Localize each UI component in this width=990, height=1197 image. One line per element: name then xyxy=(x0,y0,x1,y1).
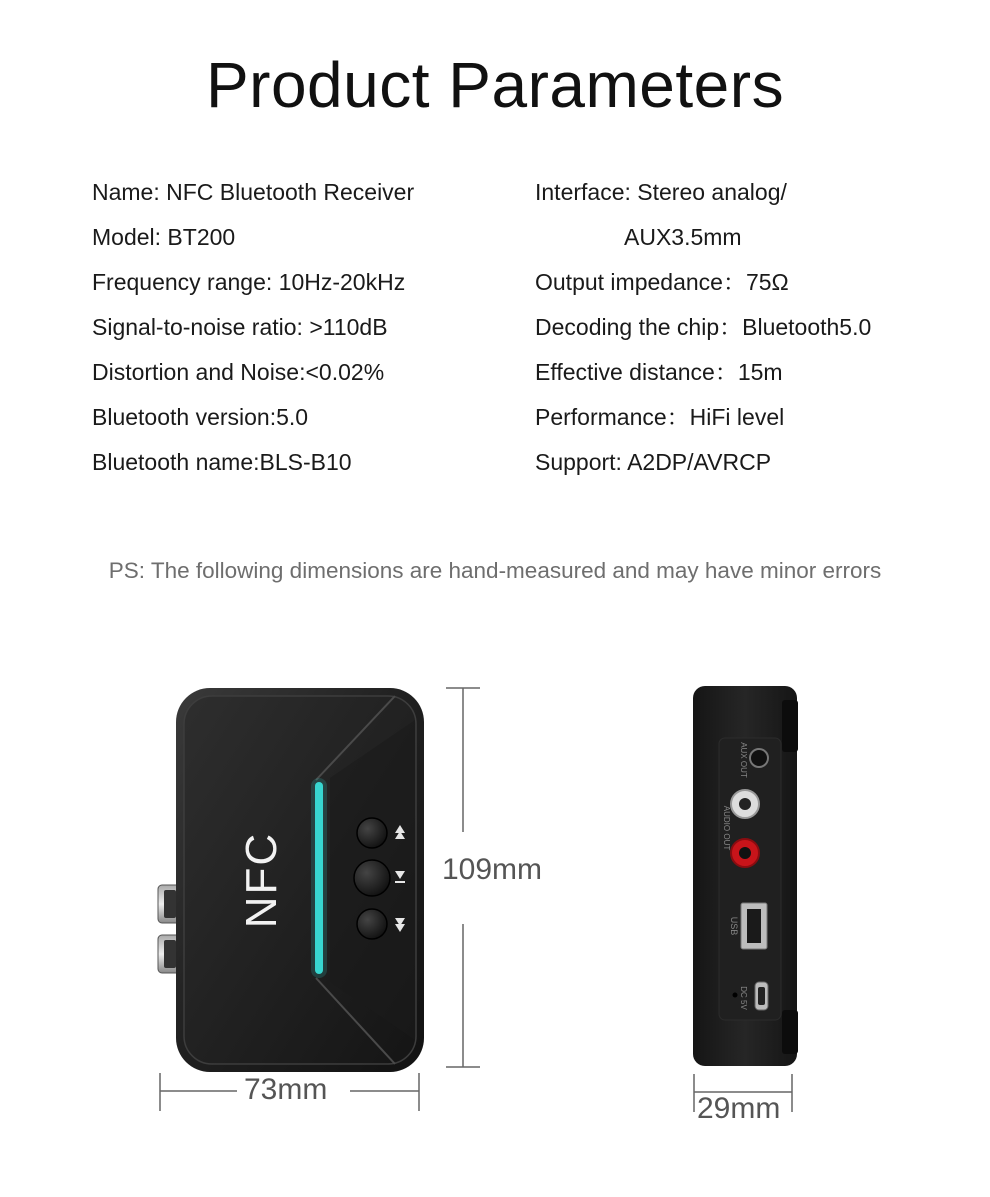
param-snr: Signal-to-noise ratio: >110dB xyxy=(92,314,388,340)
param-frequency-range: Frequency range: 10Hz-20kHz xyxy=(92,269,406,295)
usb-port-icon xyxy=(741,903,767,949)
audio-out-label: AUDIO OUT xyxy=(722,805,731,851)
height-label: 109mm xyxy=(438,853,546,887)
measurement-note: PS: The following dimensions are hand-measured and may have minor errors xyxy=(108,558,882,583)
device-front-view xyxy=(158,688,424,1072)
aux-port-icon xyxy=(750,749,768,767)
param-interface-cont: AUX3.5mm xyxy=(624,224,742,250)
param-effective-distance: Effective distance：15m xyxy=(535,359,783,385)
page-title: Product Parameters xyxy=(205,49,785,121)
rca-white-port-icon xyxy=(731,790,759,818)
micro-usb-port-icon xyxy=(755,982,768,1010)
device-side-view xyxy=(693,686,798,1066)
usb-label: USB xyxy=(729,916,739,936)
param-bluetooth-version: Bluetooth version:5.0 xyxy=(92,404,309,430)
param-interface: Interface: Stereo analog/ xyxy=(535,179,787,205)
param-decoding-chip: Decoding the chip：Bluetooth5.0 xyxy=(535,314,872,340)
param-distortion: Distortion and Noise:<0.02% xyxy=(92,359,385,385)
thickness-label: 29mm xyxy=(697,1092,781,1125)
param-bluetooth-name: Bluetooth name:BLS-B10 xyxy=(92,449,352,475)
nfc-label: NFC xyxy=(237,831,286,929)
param-name: Name: NFC Bluetooth Receiver xyxy=(92,179,415,205)
aux-out-label: AUX OUT xyxy=(739,742,748,778)
width-label: 73mm xyxy=(240,1073,331,1107)
rca-red-port-icon xyxy=(731,839,759,867)
param-support: Support: A2DP/AVRCP xyxy=(535,449,772,475)
param-output-impedance: Output impedance：75Ω xyxy=(535,269,789,295)
param-model: Model: BT200 xyxy=(92,224,236,250)
param-performance: Performance：HiFi level xyxy=(535,404,785,430)
dc-5v-label: DC 5V xyxy=(739,986,748,1010)
